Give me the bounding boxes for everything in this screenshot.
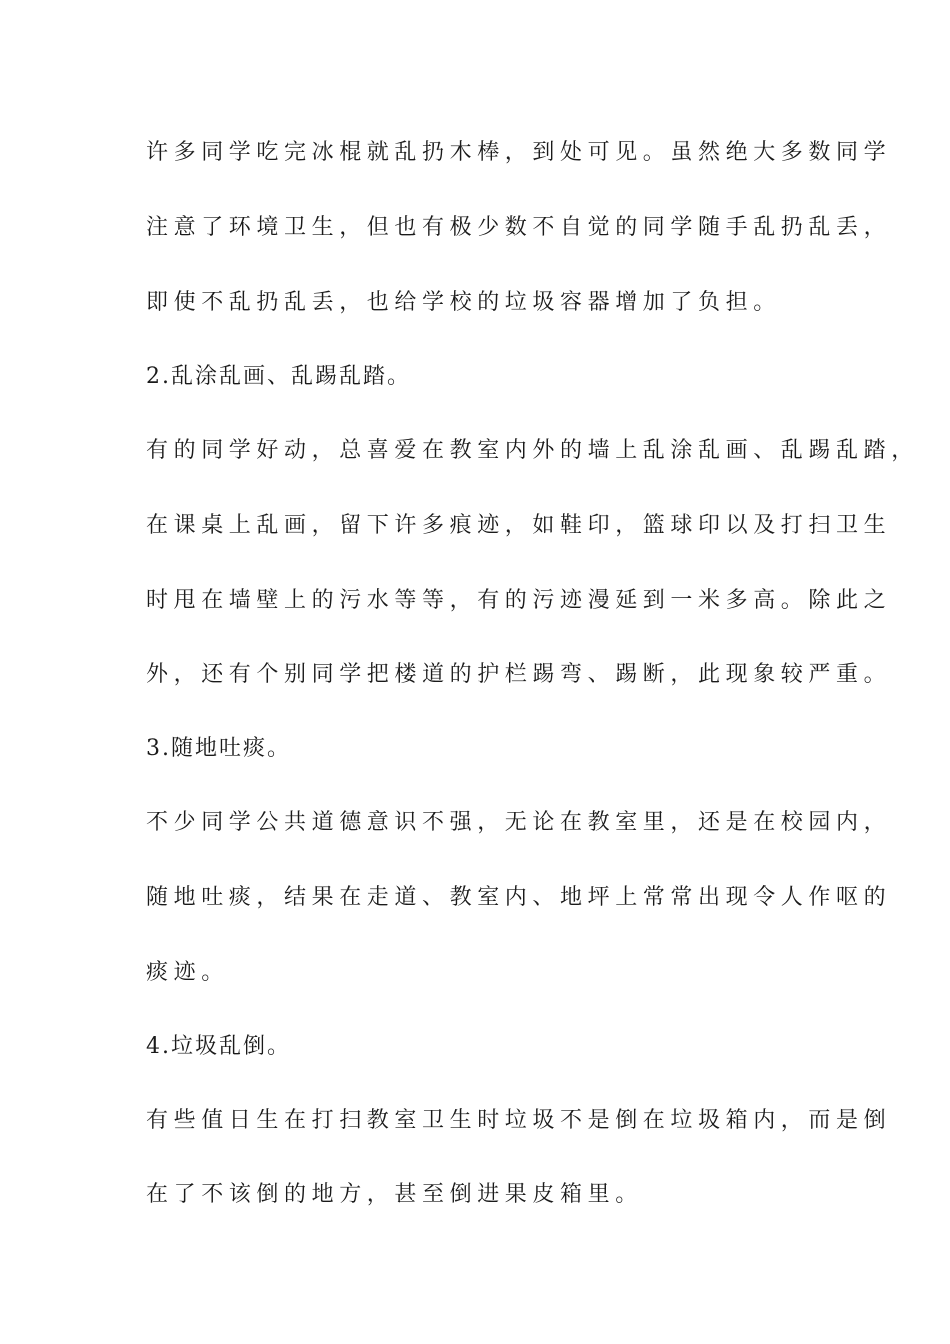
paragraph-line: 有些值日生在打扫教室卫生时垃圾不是倒在垃圾箱内，而是倒 xyxy=(146,1108,892,1133)
section-heading: 2.乱涂乱画、乱踢乱踏。 xyxy=(146,364,411,389)
section-heading: 3.随地吐痰。 xyxy=(146,736,291,761)
paragraph-line: 不少同学公共道德意识不强，无论在教室里，还是在校园内， xyxy=(146,810,892,835)
paragraph-line: 痰迹。 xyxy=(146,960,229,985)
paragraph-line: 随地吐痰，结果在走道、教室内、地坪上常常出现令人作呕的 xyxy=(146,885,892,910)
paragraph-line: 外，还有个别同学把楼道的护栏踢弯、踢断，此现象较严重。 xyxy=(146,662,892,687)
paragraph-line: 即使不乱扔乱丢，也给学校的垃圾容器增加了负担。 xyxy=(146,290,781,315)
paragraph-line: 许多同学吃完冰棍就乱扔木棒，到处可见。虽然绝大多数同学 xyxy=(146,140,892,165)
section-heading: 4.垃圾乱倒。 xyxy=(146,1034,291,1059)
paragraph-line: 注意了环境卫生，但也有极少数不自觉的同学随手乱扔乱丢， xyxy=(146,215,892,240)
paragraph-line: 在课桌上乱画，留下许多痕迹，如鞋印，篮球印以及打扫卫生 xyxy=(146,513,892,538)
paragraph-line: 在了不该倒的地方，甚至倒进果皮箱里。 xyxy=(146,1182,643,1207)
paragraph-line: 时甩在墙壁上的污水等等，有的污迹漫延到一米多高。除此之 xyxy=(146,588,892,613)
paragraph-line: 有的同学好动，总喜爱在教室内外的墙上乱涂乱画、乱踢乱踏， xyxy=(146,438,919,463)
